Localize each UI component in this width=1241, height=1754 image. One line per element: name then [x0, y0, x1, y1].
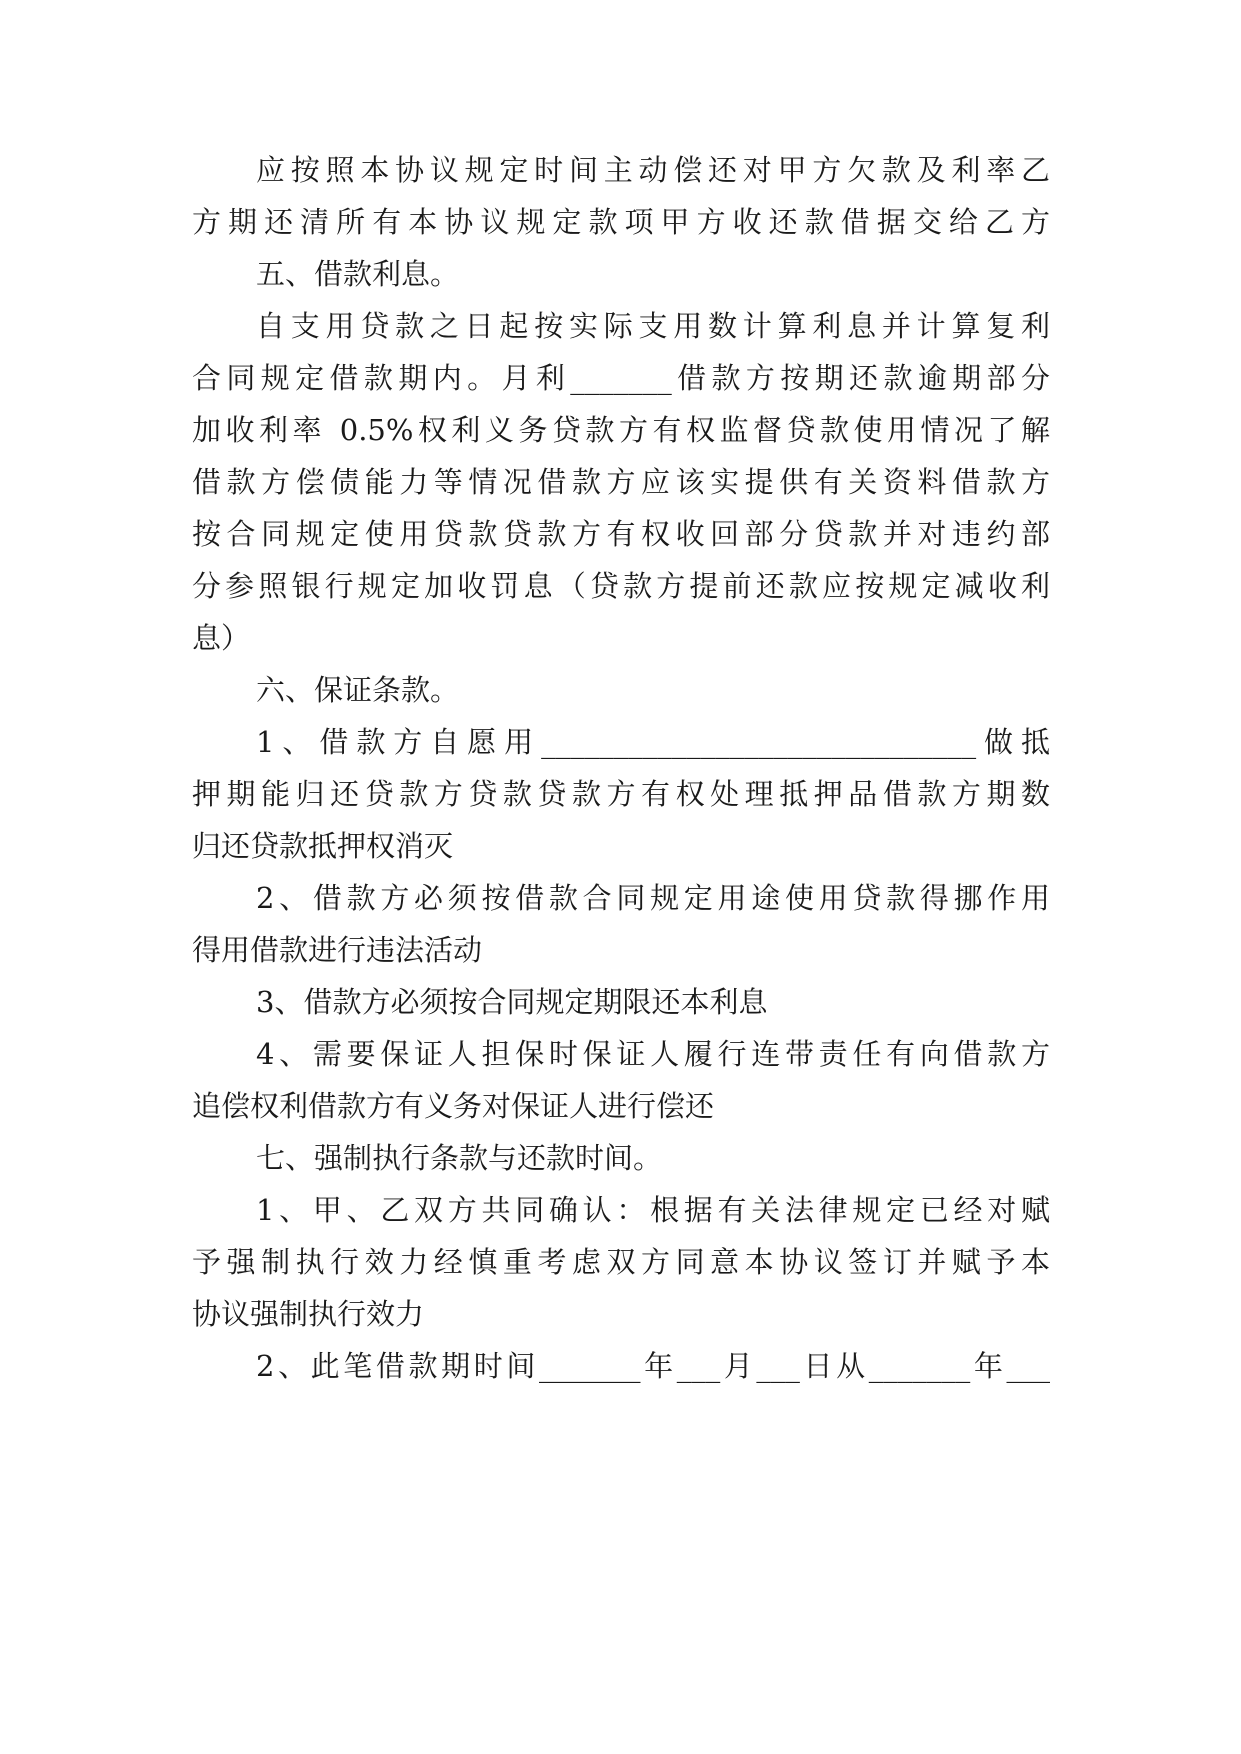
section-heading: 六、保证条款。 [256, 673, 460, 707]
text-line: 追偿权利借款方有义务对保证人进行偿还 [192, 1089, 715, 1123]
text-line: 归还贷款抵押权消灭 [192, 829, 454, 863]
section-heading: 五、借款利息。 [256, 257, 460, 291]
text-line: 1、甲、乙双方共同确认：根据有关法律规定已经对赋 [256, 1193, 1050, 1227]
text-line: 自支用贷款之日起按实际支用数计算利息并计算复利 [256, 309, 1050, 343]
text-line: 借款方偿债能力等情况借款方应该实提供有关资料借款方 [192, 465, 1050, 499]
text-line: 分参照银行规定加收罚息（贷款方提前还款应按规定减收利 [192, 569, 1050, 603]
text-line: 2、借款方必须按借款合同规定用途使用贷款得挪作用 [256, 881, 1050, 915]
text-line: 1、借款方自愿用______________________________做抵 [256, 725, 1050, 759]
text-line: 4、需要保证人担保时保证人履行连带责任有向借款方 [256, 1037, 1050, 1071]
section-heading: 七、强制执行条款与还款时间。 [256, 1141, 663, 1175]
text-line: 协议强制执行效力 [192, 1297, 425, 1331]
text-line: 2、此笔借款期时间_______年___月___日从_______年___ [256, 1349, 1050, 1383]
text-line: 押期能归还贷款方贷款贷款方有权处理抵押品借款方期数 [192, 777, 1050, 811]
text-line: 合同规定借款期内。月利_______借款方按期还款逾期部分 [192, 361, 1050, 395]
text-line: 得用借款进行违法活动 [192, 933, 483, 967]
text-line: 息） [192, 621, 251, 655]
text-line: 方期还清所有本协议规定款项甲方收还款借据交给乙方 [192, 205, 1050, 239]
text-line: 按合同规定使用贷款贷款方有权收回部分贷款并对违约部 [192, 517, 1050, 551]
text-line: 加收利率 0.5%权利义务贷款方有权监督贷款使用情况了解 [192, 413, 1050, 447]
text-line: 3、借款方必须按合同规定期限还本利息 [256, 985, 768, 1019]
text-line: 予强制执行效力经慎重考虑双方同意本协议签订并赋予本 [192, 1245, 1050, 1279]
text-line: 应按照本协议规定时间主动偿还对甲方欠款及利率乙 [256, 153, 1050, 187]
